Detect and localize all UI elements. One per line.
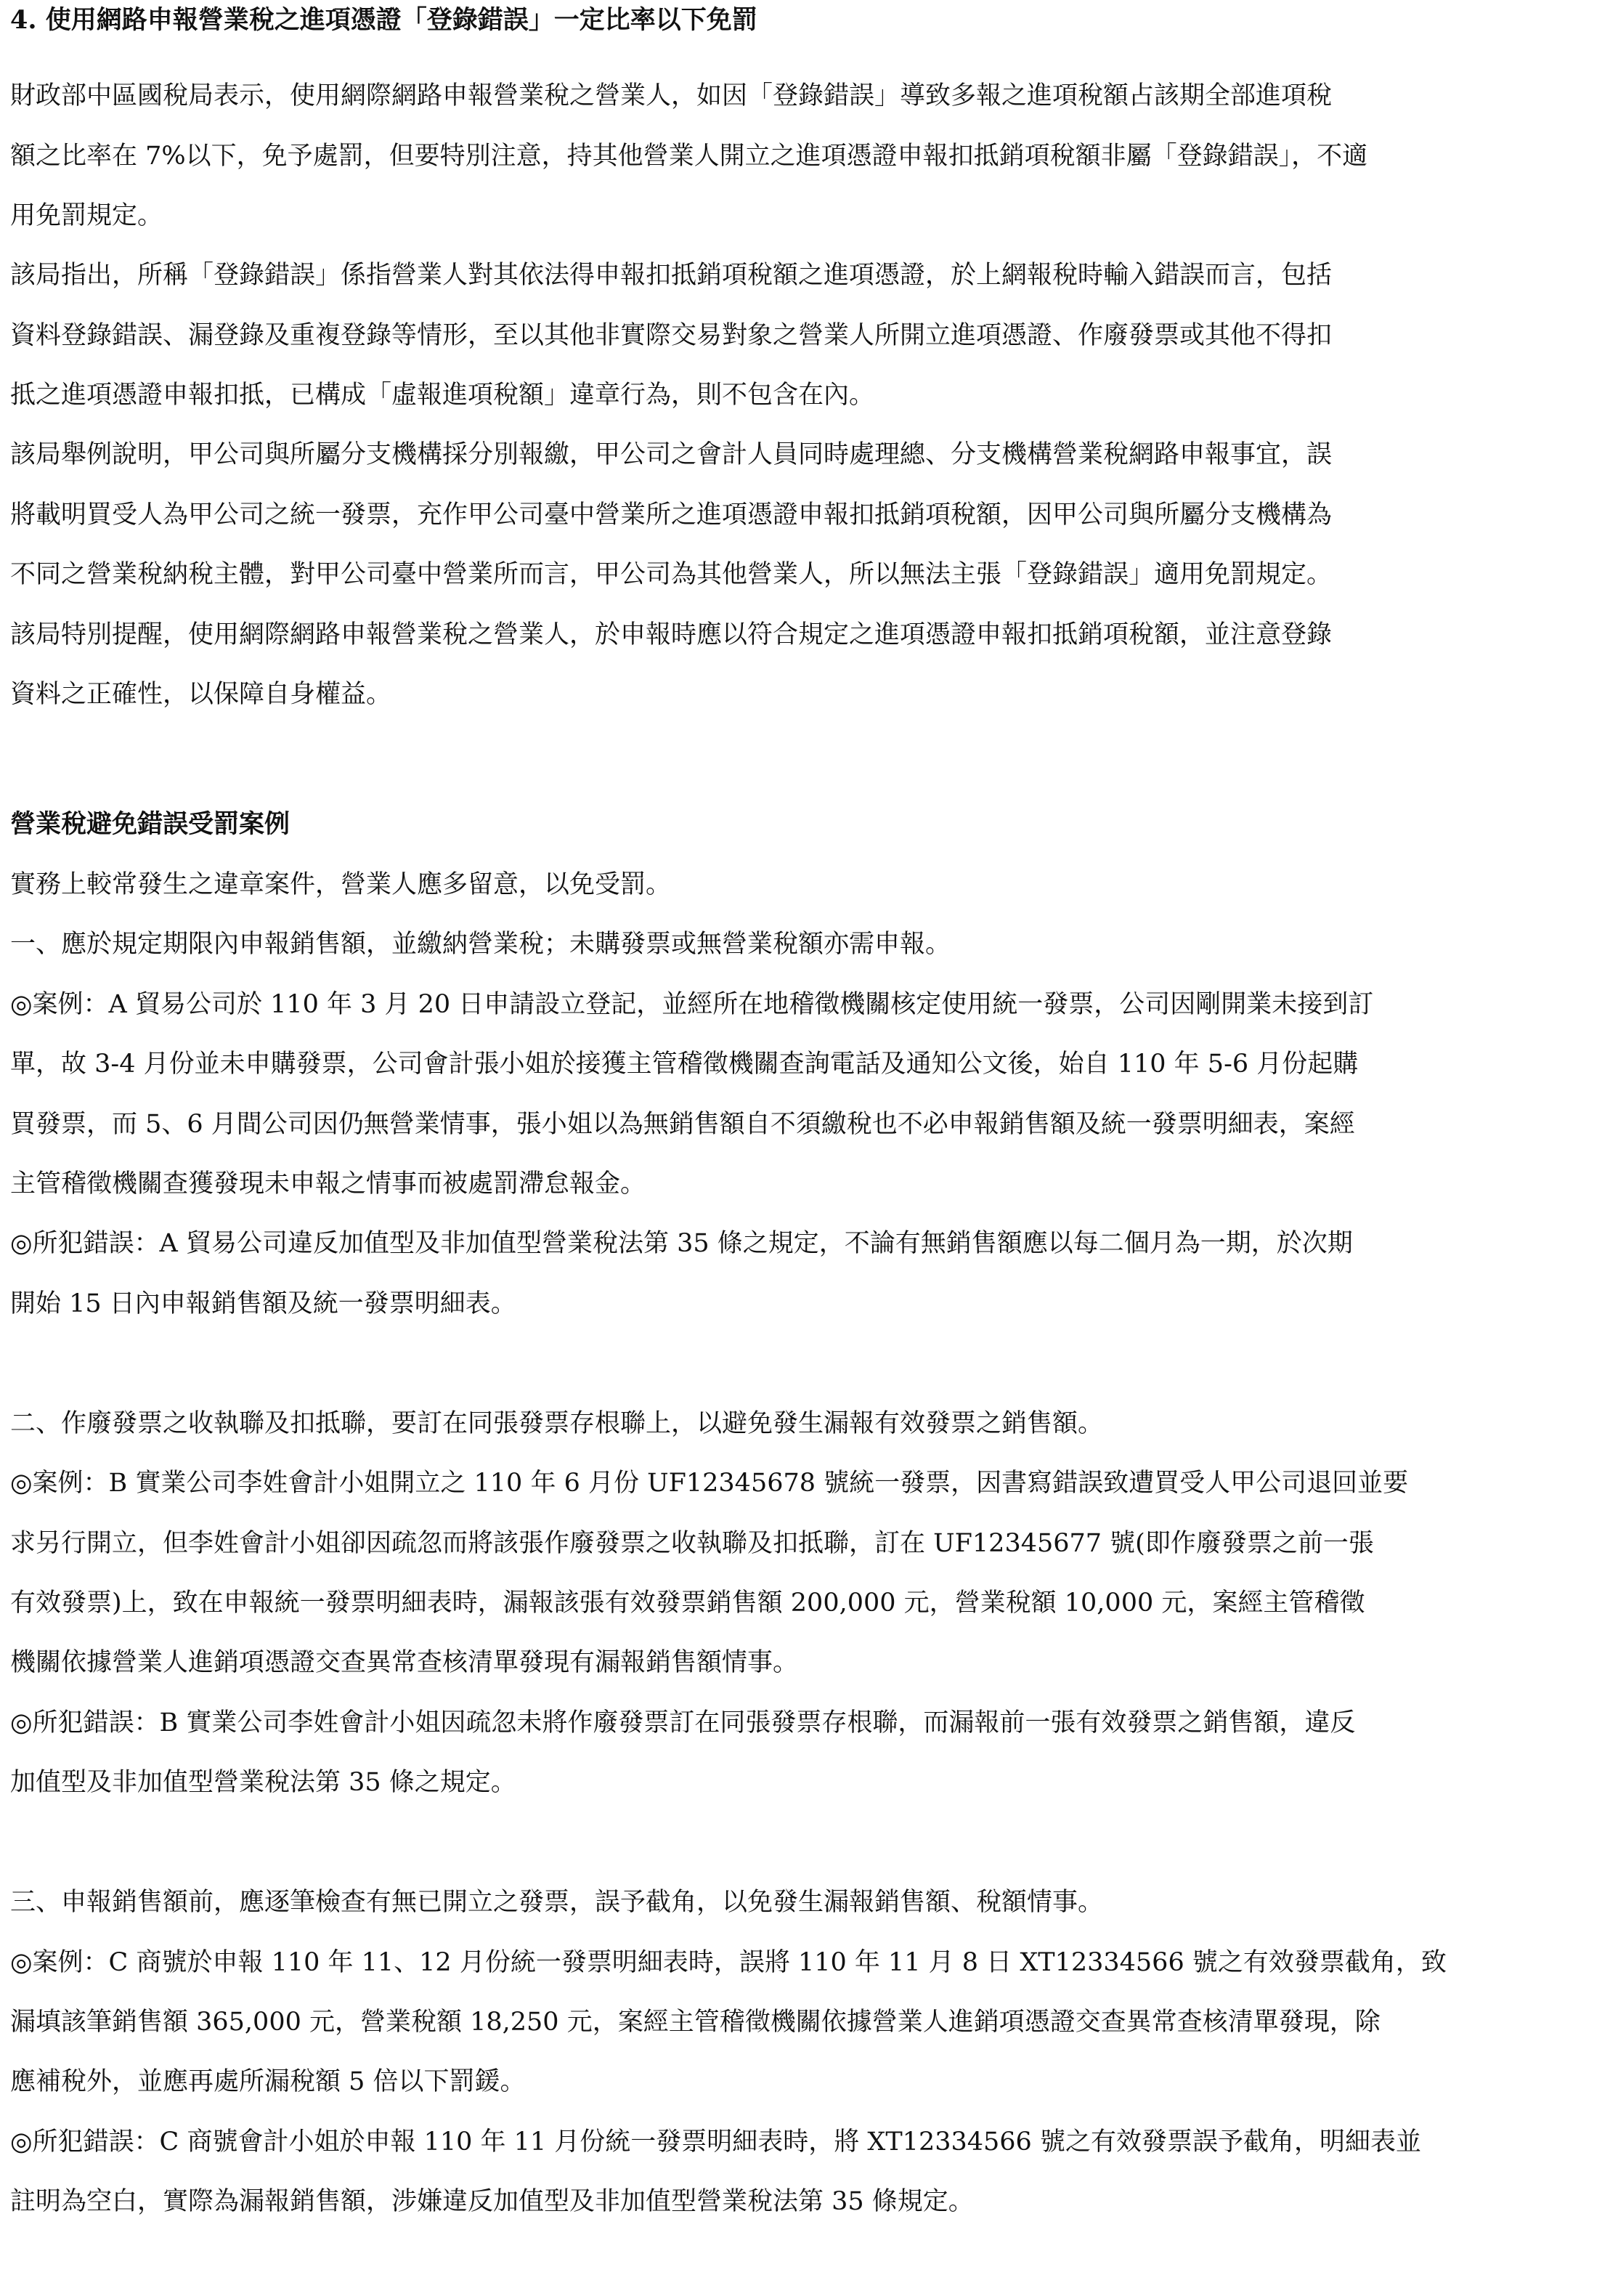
section-4-paragraph-3-line-2: 將載明買受人為甲公司之統一發票，充作甲公司臺中營業所之進項憑證申報扣抵銷項稅額，因甲公司與所屬分支機構為 bbox=[10, 500, 1333, 530]
section-4-paragraph-1-line-1: 財政部中區國稅局表示，使用網際網路申報營業稅之營業人，如因「登錄錯誤」導致多報之進項稅額占該期全部進項稅 bbox=[10, 81, 1333, 110]
section-4-paragraph-2-line-2: 資料登錄錯誤、漏登錄及重複登錄等情形，至以其他非實際交易對象之營業人所開立進項憑證、作廢發票或其他不得扣 bbox=[10, 321, 1333, 350]
case-2-error-line-2: 加值型及非加值型營業稅法第 35 條之規定。 bbox=[10, 1768, 516, 1797]
case-2-example-line-4: 機關依據營業人進銷項憑證交查異常查核清單發現有漏報銷售額情事。 bbox=[10, 1648, 799, 1677]
section-4-paragraph-3-line-3: 不同之營業稅納稅主體，對甲公司臺中營業所而言，甲公司為其他營業人，所以無法主張「登錄錯誤」適用免罰規定。 bbox=[10, 560, 1333, 589]
case-1-title: 一、應於規定期限內申報銷售額，並繳納營業稅；未購發票或無營業稅額亦需申報。 bbox=[10, 930, 951, 959]
section-4-paragraph-1-line-3: 用免罰規定。 bbox=[10, 201, 163, 230]
cases-heading: 營業稅避免錯誤受罰案例 bbox=[10, 809, 290, 839]
case-3-error-line-2: 註明為空白，實際為漏報銷售額，涉嫌違反加值型及非加值型營業稅法第 35 條規定。 bbox=[10, 2187, 974, 2216]
case-3-example-line-3: 應補稅外，並應再處所漏稅額 5 倍以下罰鍰。 bbox=[10, 2067, 526, 2096]
case-2-example-line-3: 有效發票)上，致在申報統一發票明細表時，漏報該張有效發票銷售額 200,000 元，營業稅額 10,000 元，案經主管稽徵 bbox=[10, 1589, 1365, 1618]
cases-intro: 實務上較常發生之違章案件，營業人應多留意，以免受罰。 bbox=[10, 870, 672, 899]
case-2-example-line-1: ◎案例：B 實業公司李姓會計小姐開立之 110 年 6 月份 UF12345678 號統一發票，因書寫錯誤致遭買受人甲公司退回並要 bbox=[10, 1469, 1409, 1498]
section-4-paragraph-1-line-2: 額之比率在 7%以下，免予處罰，但要特別注意，持其他營業人開立之進項憑證申報扣抵銷項稅額非屬「登錄錯誤」，不適 bbox=[10, 142, 1368, 171]
case-2-example-line-2: 求另行開立，但李姓會計小姐卻因疏忽而將該張作廢發票之收執聯及扣抵聯，訂在 UF12345677 號(即作廢發票之前一張 bbox=[10, 1529, 1374, 1558]
section-4-paragraph-2-line-1: 該局指出，所稱「登錄錯誤」係指營業人對其依法得申報扣抵銷項稅額之進項憑證，於上網報稅時輸入錯誤而言，包括 bbox=[10, 261, 1333, 290]
case-1-example-line-2: 單，故 3-4 月份並未申購發票，公司會計張小姐於接獲主管稽徵機關查詢電話及通知公文後，始自 110 年 5-6 月份起購 bbox=[10, 1050, 1359, 1079]
case-2-error-line-1: ◎所犯錯誤：B 實業公司李姓會計小姐因疏忽未將作廢發票訂在同張發票存根聯，而漏報前一張有效發票之銷售額，違反 bbox=[10, 1708, 1356, 1737]
case-1-example-line-4: 主管稽徵機關查獲發現未申報之情事而被處罰滯怠報金。 bbox=[10, 1169, 646, 1198]
case-1-example-line-3: 買發票，而 5、6 月間公司因仍無營業情事，張小姐以為無銷售額自不須繳稅也不必申報銷售額及統一發票明細表，案經 bbox=[10, 1110, 1355, 1139]
case-3-example-line-2: 漏填該筆銷售額 365,000 元，營業稅額 18,250 元，案經主管稽徵機關依據營業人進銷項憑證交查異常查核清單發現，除 bbox=[10, 2008, 1381, 2037]
case-1-error-line-2: 開始 15 日內申報銷售額及統一發票明細表。 bbox=[10, 1289, 516, 1318]
section-4-paragraph-4-line-2: 資料之正確性，以保障自身權益。 bbox=[10, 680, 392, 709]
case-1-example-line-1: ◎案例：A 貿易公司於 110 年 3 月 20 日申請設立登記，並經所在地稽徵機關核定使用統一發票，公司因剛開業未接到訂 bbox=[10, 990, 1374, 1019]
case-3-example-line-1: ◎案例：C 商號於申報 110 年 11、12 月份統一發票明細表時，誤將 110 年 11 月 8 日 XT12334566 號之有效發票截角，致 bbox=[10, 1948, 1447, 1977]
case-3-error-line-1: ◎所犯錯誤：C 商號會計小姐於申報 110 年 11 月份統一發票明細表時，將 XT12334566 號之有效發票誤予截角，明細表並 bbox=[10, 2127, 1421, 2157]
section-4-heading: 4. 使用網路申報營業稅之進項憑證「登錄錯誤」一定比率以下免罰 bbox=[10, 5, 757, 35]
section-4-paragraph-3-line-1: 該局舉例說明，甲公司與所屬分支機構採分別報繳，甲公司之會計人員同時處理總、分支機構營業稅網路申報事宜，誤 bbox=[10, 440, 1333, 469]
case-2-title: 二、作廢發票之收執聯及扣抵聯，要訂在同張發票存根聯上，以避免發生漏報有效發票之銷售額。 bbox=[10, 1409, 1104, 1438]
case-3-title: 三、申報銷售額前，應逐筆檢查有無已開立之發票，誤予截角，以免發生漏報銷售額、稅額情事。 bbox=[10, 1888, 1104, 1917]
section-4-paragraph-4-line-1: 該局特別提醒，使用網際網路申報營業稅之營業人，於申報時應以符合規定之進項憑證申報扣抵銷項稅額，並注意登錄 bbox=[10, 620, 1333, 649]
case-1-error-line-1: ◎所犯錯誤：A 貿易公司違反加值型及非加值型營業稅法第 35 條之規定，不論有無銷售額應以每二個月為一期，於次期 bbox=[10, 1229, 1353, 1258]
section-4-paragraph-2-line-3: 抵之進項憑證申報扣抵，已構成「虛報進項稅額」違章行為，則不包含在內。 bbox=[10, 381, 875, 410]
